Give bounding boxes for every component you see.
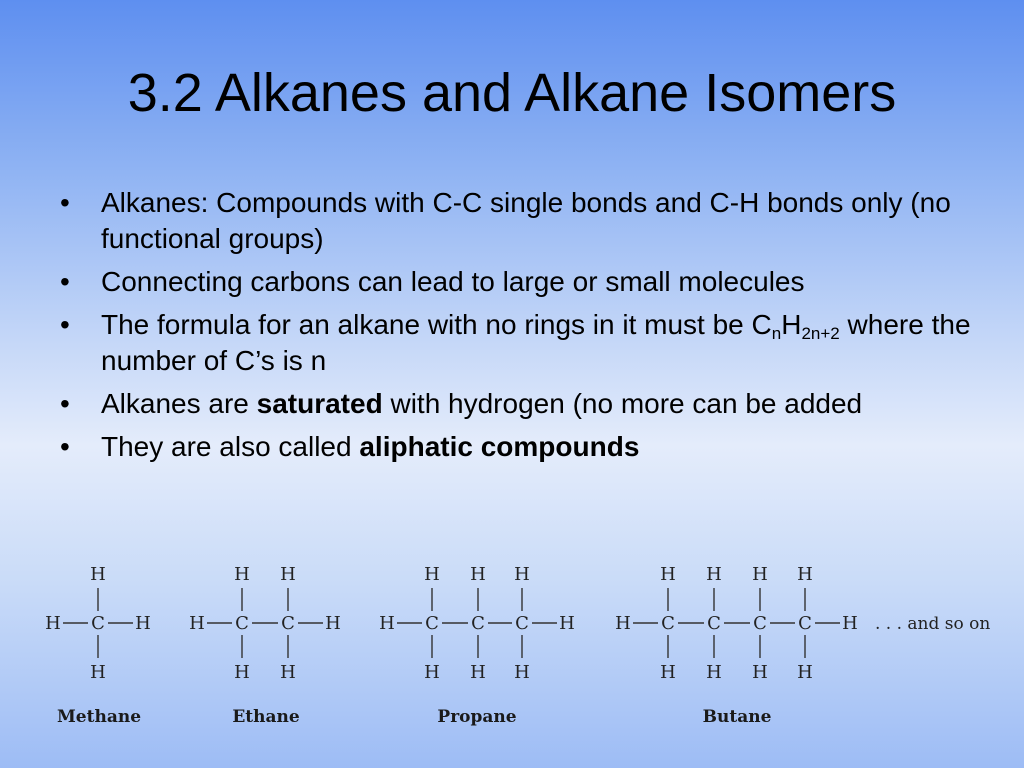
hydrogen-atom: H bbox=[842, 613, 858, 634]
carbon-atom: C bbox=[425, 613, 439, 634]
hydrogen-atom: H bbox=[706, 662, 722, 683]
carbon-atom: C bbox=[91, 613, 105, 634]
bullet-text: They are also called bbox=[101, 431, 360, 462]
hydrogen-atom: H bbox=[424, 564, 440, 585]
carbon-atom: C bbox=[753, 613, 767, 634]
caption-propane: Propane bbox=[437, 707, 517, 727]
bullet-item bbox=[58, 386, 978, 422]
carbon-atom: C bbox=[471, 613, 485, 634]
alkane-structures-diagram bbox=[0, 550, 1024, 750]
hydrogen-atom: H bbox=[615, 613, 631, 634]
hydrogen-atom: H bbox=[424, 662, 440, 683]
hydrogen-atom: H bbox=[379, 613, 395, 634]
hydrogen-atom: H bbox=[280, 662, 296, 683]
caption-butane: Butane bbox=[702, 707, 772, 727]
bullet-text: with hydrogen (no more can be added bbox=[382, 388, 863, 419]
hydrogen-atom: H bbox=[135, 613, 151, 634]
formula-h: H bbox=[781, 309, 802, 340]
bold-term: saturated bbox=[256, 388, 383, 419]
hydrogen-atom: H bbox=[470, 662, 486, 683]
caption-methane: Methane bbox=[56, 707, 142, 727]
formula-subscript: 2n+2 bbox=[801, 324, 840, 343]
hydrogen-atom: H bbox=[234, 662, 250, 683]
carbon-atom: C bbox=[707, 613, 721, 634]
carbon-atom: C bbox=[281, 613, 295, 634]
hydrogen-atom: H bbox=[470, 564, 486, 585]
carbon-atom: C bbox=[661, 613, 675, 634]
hydrogen-atom: H bbox=[660, 662, 676, 683]
hydrogen-atom: H bbox=[45, 613, 61, 634]
hydrogen-atom: H bbox=[752, 662, 768, 683]
bullet-icon: • bbox=[60, 388, 70, 419]
hydrogen-atom: H bbox=[90, 564, 106, 585]
carbon-atom: C bbox=[235, 613, 249, 634]
bullet-text: where the number of C’s is n bbox=[101, 309, 971, 376]
slide-title: 3.2 Alkanes and Alkane Isomers bbox=[127, 63, 897, 123]
hydrogen-atom: H bbox=[559, 613, 575, 634]
bullet-icon: • bbox=[60, 309, 70, 340]
hydrogen-atom: H bbox=[797, 662, 813, 683]
hydrogen-atom: H bbox=[752, 564, 768, 585]
hydrogen-atom: H bbox=[660, 564, 676, 585]
hydrogen-atom: H bbox=[90, 662, 106, 683]
hydrogen-atom: H bbox=[234, 564, 250, 585]
bullet-text: Connecting carbons can lead to large or small molecules bbox=[101, 266, 805, 297]
bullet-text: Alkanes: Compounds with C-C single bonds and C-H bonds only (no functional groups) bbox=[101, 187, 951, 254]
hydrogen-atom: H bbox=[514, 662, 530, 683]
bullet-item bbox=[58, 264, 978, 300]
bullet-icon: • bbox=[60, 266, 70, 297]
bullet-icon: • bbox=[60, 431, 70, 462]
hydrogen-atom: H bbox=[280, 564, 296, 585]
hydrogen-atom: H bbox=[514, 564, 530, 585]
and-so-on-label: . . . and so on bbox=[875, 614, 991, 634]
bullet-icon: • bbox=[60, 187, 70, 218]
bold-term: aliphatic compounds bbox=[359, 431, 640, 462]
bullet-item bbox=[58, 185, 978, 257]
formula-subscript: n bbox=[771, 324, 782, 343]
bullet-item bbox=[58, 307, 978, 379]
bullet-item bbox=[58, 429, 978, 465]
hydrogen-atom: H bbox=[325, 613, 341, 634]
bullet-text: Alkanes are bbox=[101, 388, 257, 419]
caption-ethane: Ethane bbox=[232, 707, 300, 727]
carbon-atom: C bbox=[798, 613, 812, 634]
hydrogen-atom: H bbox=[706, 564, 722, 585]
hydrogen-atom: H bbox=[189, 613, 205, 634]
hydrogen-atom: H bbox=[797, 564, 813, 585]
bullet-list bbox=[58, 185, 978, 472]
carbon-atom: C bbox=[515, 613, 529, 634]
bullet-text: The formula for an alkane with no rings in it must be C bbox=[101, 309, 772, 340]
